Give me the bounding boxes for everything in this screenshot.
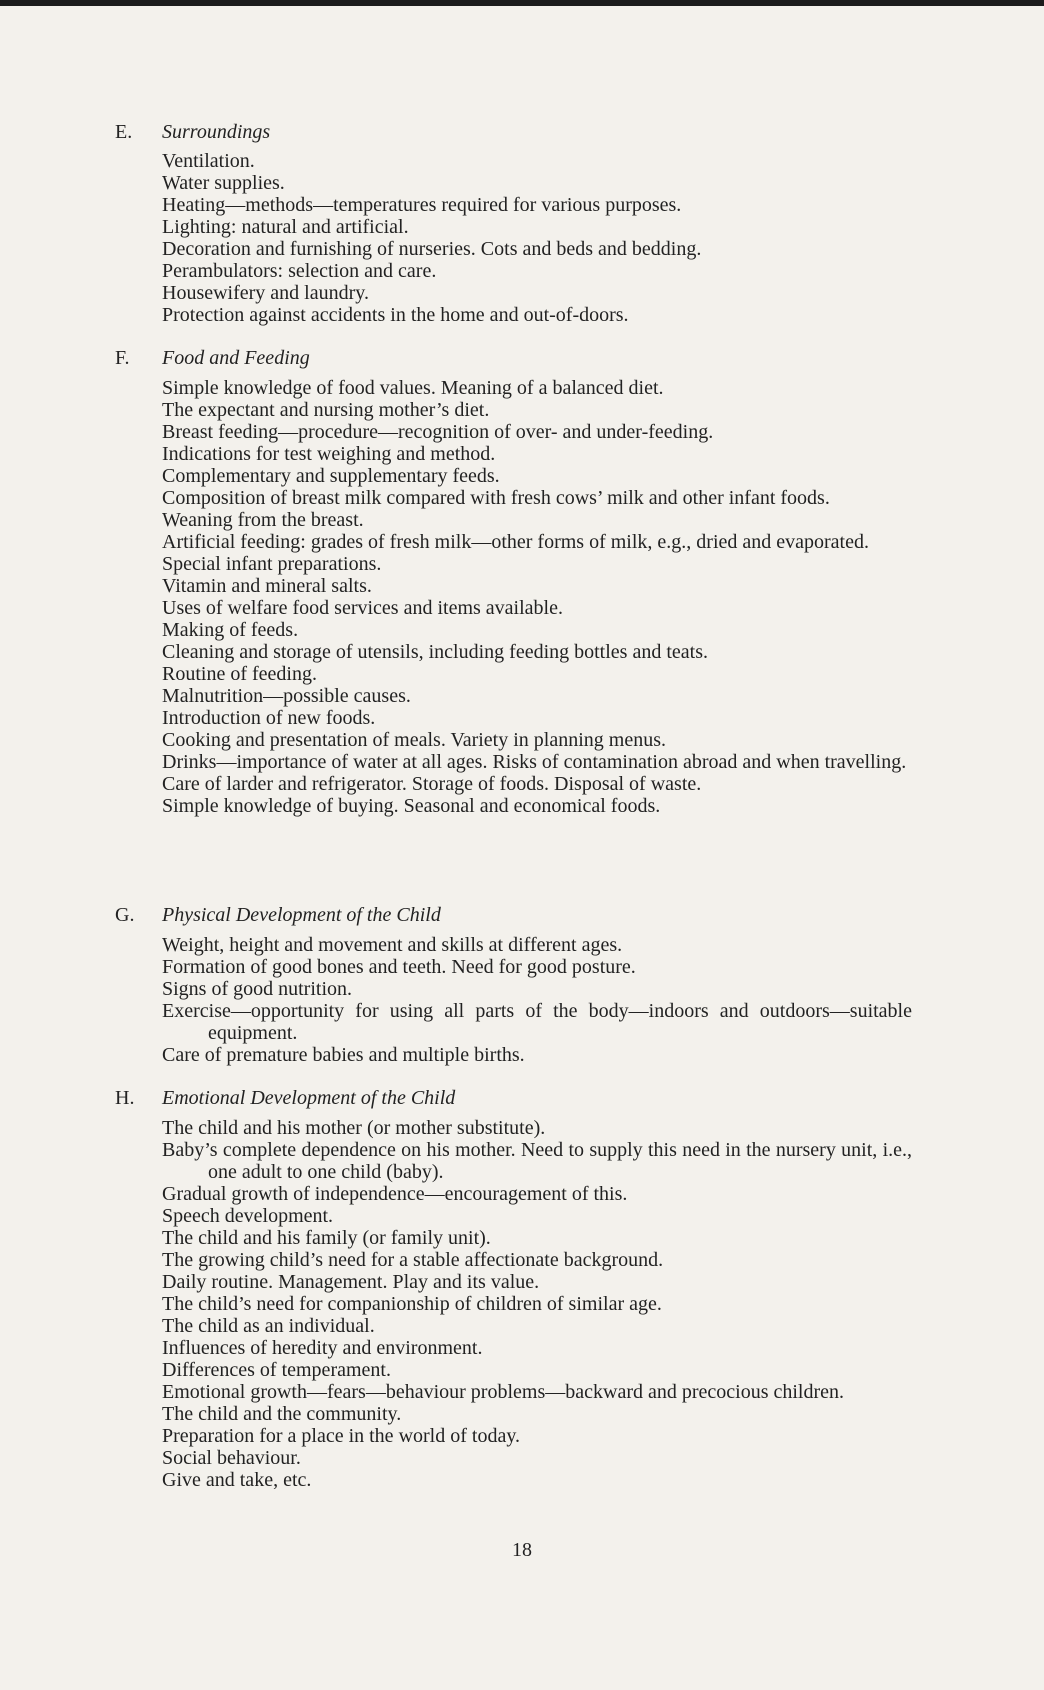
list-item: Care of premature babies and multiple births. — [162, 1044, 525, 1066]
list-item: Emotional growth—fears—behaviour problems—backward and precocious children. — [162, 1381, 845, 1403]
section-items — [162, 150, 912, 326]
section-title: Food and Feeding — [162, 347, 310, 369]
list-item: Exercise—opportunity for using all parts of the body—indoors and outdoors—suitable equipment. — [162, 1000, 912, 1044]
list-item: Differences of temperament. — [162, 1359, 391, 1381]
list-item: Give and take, etc. — [162, 1469, 312, 1491]
list-item: Complementary and supplementary feeds. — [162, 465, 500, 487]
list-item: Weaning from the breast. — [162, 509, 364, 531]
section-title: Physical Development of the Child — [162, 904, 441, 926]
list-item: Simple knowledge of food values. Meaning of a balanced diet. — [162, 377, 664, 399]
list-item: The child and his mother (or mother substitute). — [162, 1117, 546, 1139]
list-item: Lighting: natural and artificial. — [162, 216, 409, 238]
list-item: Malnutrition—possible causes. — [162, 685, 411, 707]
list-item: Daily routine. Management. Play and its value. — [162, 1271, 540, 1293]
list-item: The child and the community. — [162, 1403, 402, 1425]
list-item: Cleaning and storage of utensils, including feeding bottles and teats. — [162, 641, 708, 663]
list-item: Composition of breast milk compared with fresh cows’ milk and other infant foods. — [162, 487, 830, 509]
section-items — [162, 377, 912, 817]
list-item: Cooking and presentation of meals. Variety in planning menus. — [162, 729, 666, 751]
list-item: Vitamin and mineral salts. — [162, 575, 372, 597]
section-items — [162, 1117, 912, 1491]
section-letter: G. — [115, 904, 135, 926]
section-letter: E. — [115, 121, 133, 143]
list-item: Weight, height and movement and skills at different ages. — [162, 934, 623, 956]
list-item: Speech development. — [162, 1205, 334, 1227]
list-item: Formation of good bones and teeth. Need for good posture. — [162, 956, 636, 978]
list-item: Decoration and furnishing of nurseries. Cots and beds and bedding. — [162, 238, 702, 260]
list-item: Care of larder and refrigerator. Storage of foods. Disposal of waste. — [162, 773, 702, 795]
list-item: Influences of heredity and environment. — [162, 1337, 483, 1359]
list-item: Protection against accidents in the home and out-of-doors. — [162, 304, 629, 326]
list-item: The growing child’s need for a stable affectionate background. — [162, 1249, 664, 1271]
section-title: Emotional Development of the Child — [162, 1087, 456, 1109]
list-item: Preparation for a place in the world of today. — [162, 1425, 521, 1447]
list-item: Drinks—importance of water at all ages. Risks of contamination abroad and when travelling. — [162, 751, 907, 773]
section-title: Surroundings — [162, 121, 271, 143]
list-item: Baby’s complete dependence on his mother. Need to supply this need in the nursery unit, i.e., one adult to one child (baby). — [162, 1139, 912, 1183]
list-item: Artificial feeding: grades of fresh milk—other forms of milk, e.g., dried and evaporated. — [162, 531, 869, 553]
section-items — [162, 934, 912, 1066]
list-item: Simple knowledge of buying. Seasonal and economical foods. — [162, 795, 661, 817]
section-letter: H. — [115, 1087, 135, 1109]
section-letter: F. — [115, 347, 130, 369]
list-item: Heating—methods—temperatures required for various purposes. — [162, 194, 682, 216]
page-number: 18 — [512, 1539, 532, 1561]
list-item: Water supplies. — [162, 172, 285, 194]
list-item: Indications for test weighing and method. — [162, 443, 496, 465]
list-item: The child as an individual. — [162, 1315, 375, 1337]
list-item: Special infant preparations. — [162, 553, 382, 575]
list-item: Introduction of new foods. — [162, 707, 376, 729]
list-item: Ventilation. — [162, 150, 255, 172]
list-item: Housewifery and laundry. — [162, 282, 369, 304]
list-item: Social behaviour. — [162, 1447, 301, 1469]
list-item: The child and his family (or family unit). — [162, 1227, 491, 1249]
list-item: Gradual growth of independence—encouragement of this. — [162, 1183, 628, 1205]
list-item: Perambulators: selection and care. — [162, 260, 437, 282]
list-item: Signs of good nutrition. — [162, 978, 353, 1000]
list-item: Routine of feeding. — [162, 663, 317, 685]
list-item: The expectant and nursing mother’s diet. — [162, 399, 490, 421]
list-item: Uses of welfare food services and items available. — [162, 597, 563, 619]
list-item: Breast feeding—procedure—recognition of over- and under-feeding. — [162, 421, 714, 443]
list-item: Making of feeds. — [162, 619, 299, 641]
list-item: The child’s need for companionship of children of similar age. — [162, 1293, 662, 1315]
